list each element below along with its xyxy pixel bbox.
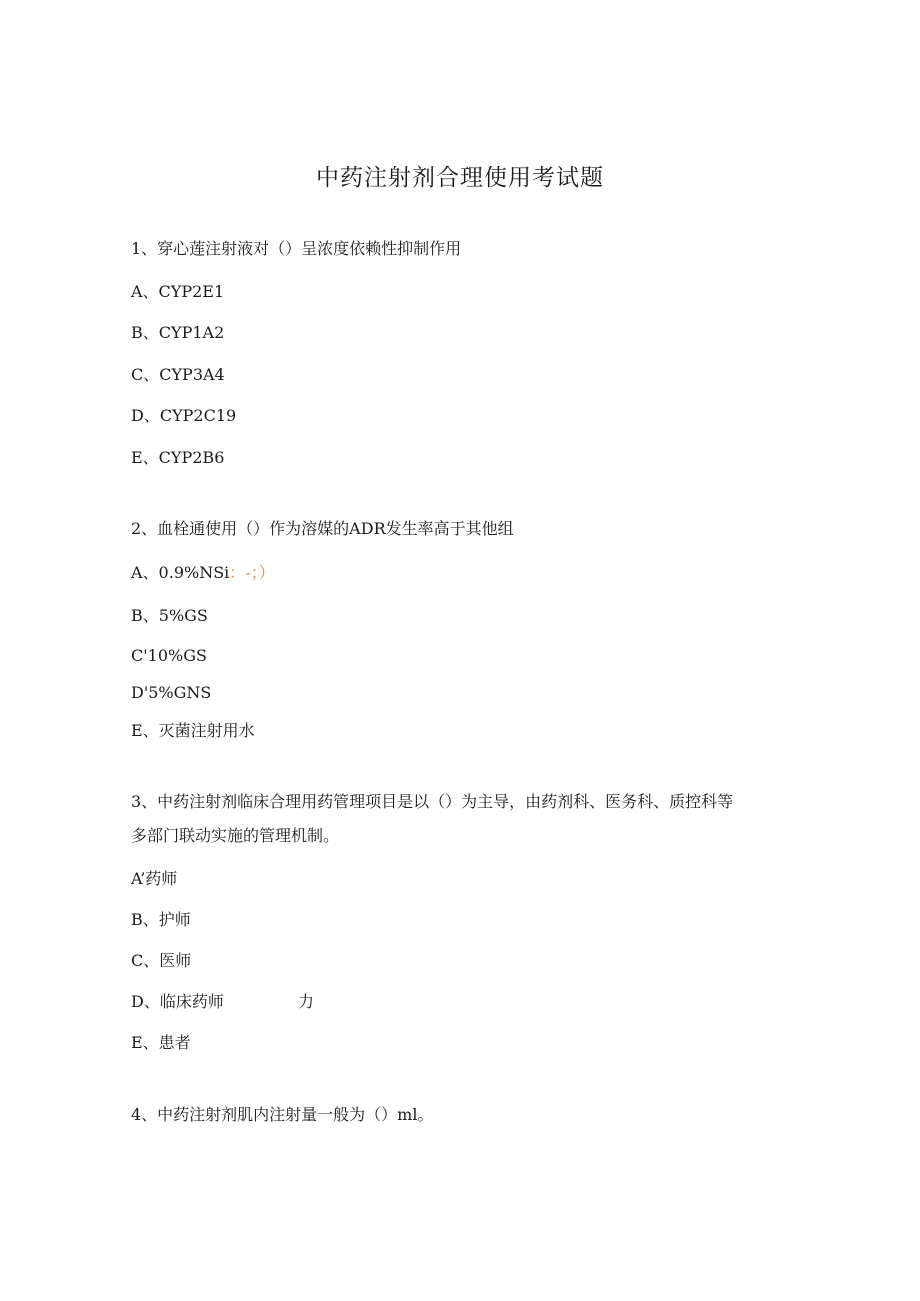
page-title: 中药注射剂合理使用考试题: [316, 165, 604, 191]
question-2-option-a-faint-marks: ：-；）: [229, 563, 275, 582]
question-2-option-e: E、灭菌注射用水: [131, 721, 255, 740]
question-2-option-a: [131, 562, 275, 584]
question-1-option-c: C、CYP3A4: [131, 365, 225, 384]
question-3-option-b: B、护师: [131, 910, 191, 929]
question-3-option-a: A’药师: [131, 869, 178, 888]
question-1-option-e: E、CYP2B6: [131, 448, 225, 467]
question-1-stem: 1、穿心莲注射液对（）呈浓度依赖性抑制作用: [131, 239, 462, 258]
question-3-stem-line-1: 3、中药注射剂临床合理用药管理项目是以（）为主导，由药剂科、医务科、质控科等: [131, 792, 734, 811]
question-3-stem-line-2: 多部门联动实施的管理机制。: [131, 826, 340, 845]
question-3-option-d: D、临床药师: [131, 992, 224, 1011]
question-1-option-a: A、CYP2E1: [131, 282, 225, 301]
question-3-option-c: C、医师: [131, 951, 192, 970]
question-2-option-a-text: A、0.9%NSi: [131, 563, 230, 582]
question-1-option-b: B、CYP1A2: [131, 323, 225, 342]
question-4-stem: 4、中药注射剂肌内注射量一般为（）ml。: [131, 1105, 434, 1124]
question-1-option-d: D、CYP2C19: [131, 406, 237, 425]
question-3-option-e: E、患者: [131, 1033, 191, 1052]
question-2-stem: 2、血栓通使用（）作为溶媒的ADR发生率高于其他组: [131, 519, 514, 538]
question-2-option-c: C'10%GS: [131, 646, 207, 665]
question-3-stray-character: 力: [298, 992, 315, 1011]
question-2-option-b: B、5%GS: [131, 606, 208, 625]
question-2-option-d: D'5%GNS: [131, 683, 212, 702]
